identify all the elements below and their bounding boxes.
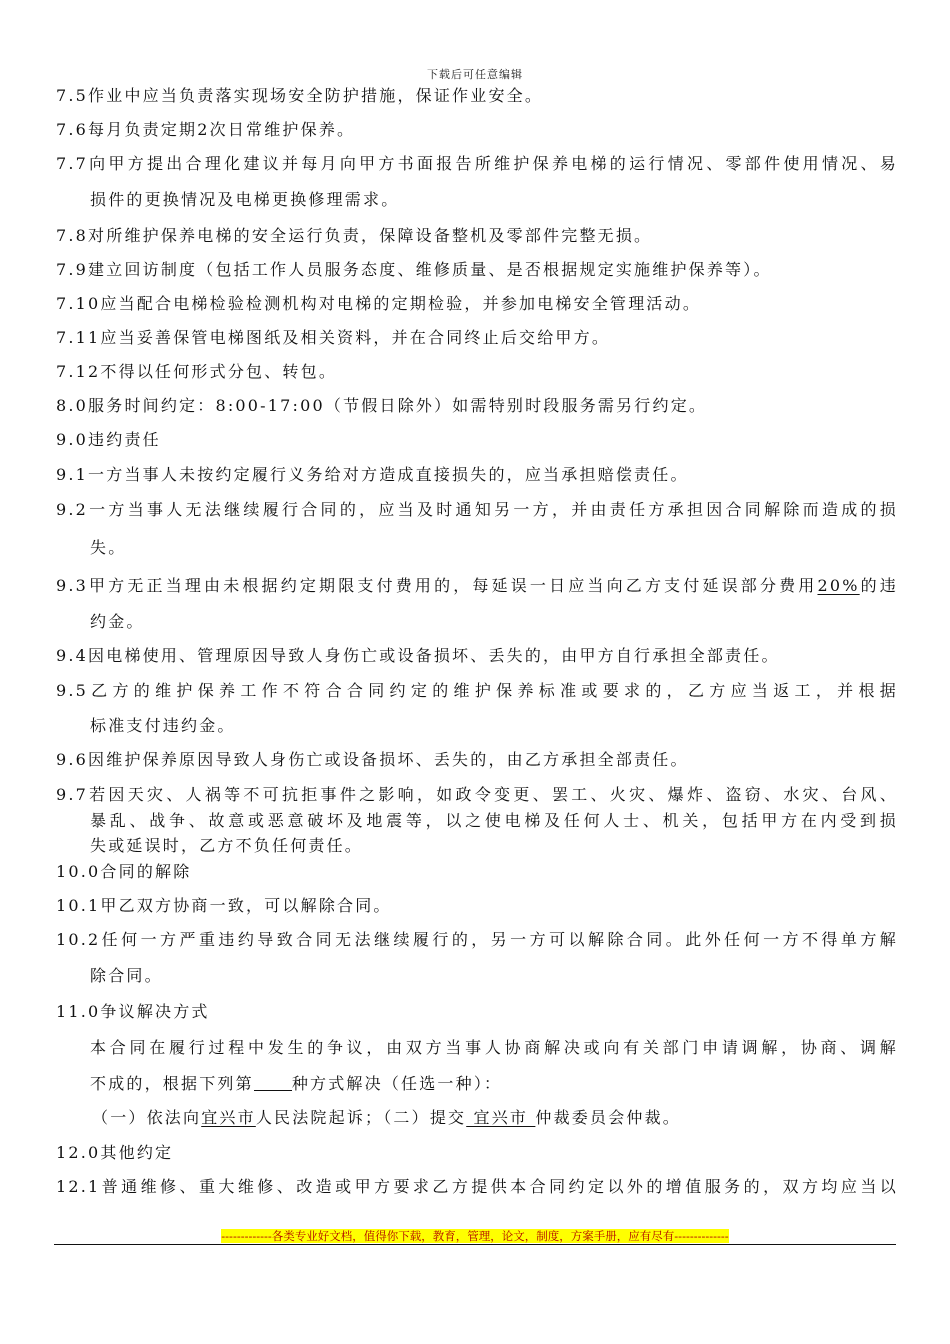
clause-9-7-cont-1: 暴乱、战争、故意或恶意破坏及地震等，以之使电梯及任何人士、机关，包括甲方在内受到损 (90, 811, 898, 830)
clause-10-1: 10.1甲乙双方协商一致，可以解除合同。 (56, 896, 392, 915)
section-12-heading: 12.0其他约定 (56, 1143, 174, 1162)
clause-7-8: 7.8对所维护保养电梯的安全运行负责，保障设备整机及零部件完整无损。 (56, 226, 653, 245)
section-11-heading: 11.0争议解决方式 (56, 1002, 210, 1021)
clause-9-5-cont: 标准支付违约金。 (90, 716, 236, 735)
method-blank (254, 1074, 292, 1091)
clause-9-1: 9.1一方当事人未按约定履行义务给对方造成直接损失的，应当承担赔偿责任。 (56, 465, 689, 484)
footer-banner: -------------各类专业好文档，值得你下载，教育，管理，论文，制度，方案手册，应有尽有-------------- (221, 1229, 729, 1243)
clause-9-3-cont: 约金。 (90, 612, 145, 631)
clause-7-7: 7.7向甲方提出合理化建议并每月向甲方书面报告所维护保养电梯的运行情况、零部件使用情况、易 (56, 154, 898, 173)
section-10-heading: 10.0合同的解除 (56, 862, 192, 881)
dispute-paragraph: 本合同在履行过程中发生的争议，由双方当事人协商解决或向有关部门申请调解，协商、调解 (90, 1038, 898, 1057)
clause-7-9: 7.9建立回访制度（包括工作人员服务态度、维修质量、是否根据规定实施维护保养等）。 (56, 260, 772, 279)
clause-9-2-cont: 失。 (90, 538, 127, 557)
dispute-options: （一）依法向宜兴市人民法院起诉；（二）提交 宜兴市 仲裁委员会仲裁。 (92, 1108, 682, 1127)
clause-9-6: 9.6因维护保养原因导致人身伤亡或设备损坏、丢失的，由乙方承担全部责任。 (56, 750, 689, 769)
court-city: 宜兴市 (201, 1108, 256, 1127)
dispute-choice-line: 不成的，根据下列第 种方式解决（任选一种）： (90, 1074, 503, 1093)
clause-7-7-cont: 损件的更换情况及电梯更换修理需求。 (90, 190, 400, 209)
clause-12-1: 12.1普通维修、重大维修、改造或甲方要求乙方提供本合同约定以外的增值服务的，双方均应当以 (56, 1177, 898, 1196)
clause-9-3: 9.3甲方无正当理由未根据约定期限支付费用的，每延误一日应当向乙方支付延误部分费用20%的违 (56, 576, 898, 595)
clause-7-12: 7.12不得以任何形式分包、转包。 (56, 362, 338, 381)
footer-rule (54, 1244, 896, 1245)
page-header-note: 下载后可任意编辑 (427, 68, 523, 81)
clause-9-2: 9.2一方当事人无法继续履行合同的，应当及时通知另一方，并由责任方承担因合同解除而造成的损 (56, 500, 898, 519)
clause-9-4: 9.4因电梯使用、管理原因导致人身伤亡或设备损坏、丢失的，由甲方自行承担全部责任。 (56, 646, 780, 665)
arbitration-city: 宜兴市 (466, 1108, 536, 1127)
clause-10-2: 10.2任何一方严重违约导致合同无法继续履行的，另一方可以解除合同。此外任何一方不得单方解 (56, 930, 898, 949)
clause-9-7-cont-2: 失或延误时，乙方不负任何责任。 (90, 836, 364, 855)
clause-7-10: 7.10应当配合电梯检验检测机构对电梯的定期检验，并参加电梯安全管理活动。 (56, 294, 702, 313)
clause-7-11: 7.11应当妥善保管电梯图纸及相关资料，并在合同终止后交给甲方。 (56, 328, 611, 347)
clause-10-2-cont: 除合同。 (90, 966, 163, 985)
penalty-rate: 20% (817, 576, 860, 595)
clause-8-0: 8.0服务时间约定：8:00-17:00（节假日除外）如需特别时段服务需另行约定。 (56, 396, 708, 415)
clause-7-5: 7.5作业中应当负责落实现场安全防护措施，保证作业安全。 (56, 86, 544, 105)
clause-9-7: 9.7若因天灾、人祸等不可抗拒事件之影响，如政令变更、罢工、火灾、爆炸、盗窃、水灾、台风、 (56, 785, 898, 804)
clause-9-5: 9.5乙方的维护保养工作不符合合同约定的维护保养标准或要求的，乙方应当返工，并根据 (56, 681, 898, 700)
clause-7-6: 7.6每月负责定期2次日常维护保养。 (56, 120, 356, 139)
section-9-heading: 9.0违约责任 (56, 430, 161, 449)
